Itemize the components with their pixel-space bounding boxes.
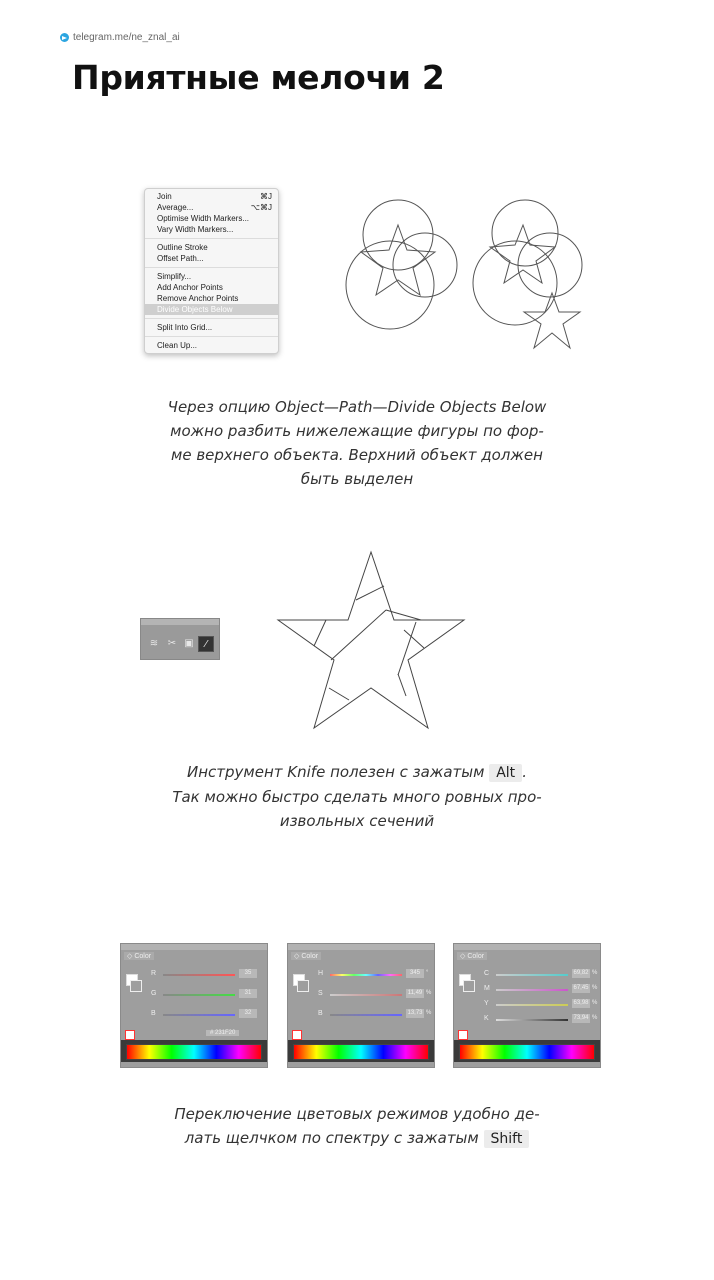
menu-item-label: Divide Objects Below [157, 305, 233, 314]
menu-item-label: Optimise Width Markers... [157, 214, 250, 223]
slider-value[interactable]: 69,82 [573, 970, 589, 976]
menu-item-label: Vary Width Markers... [157, 225, 234, 234]
caption-text: быть выделен [300, 470, 414, 488]
caption-text: лать щелчком по спектру с зажатым [184, 1129, 479, 1147]
path-context-menu [144, 188, 279, 354]
slider-unit: % [592, 970, 598, 976]
slider-label: K [484, 1015, 489, 1022]
divide-objects-illustration [340, 195, 590, 355]
menu-separator [145, 336, 278, 337]
menu-separator [145, 238, 278, 239]
menu-item[interactable] [145, 340, 278, 351]
menu-item-label: Average... [157, 203, 194, 212]
slider-unit: % [426, 990, 432, 996]
color-panel [453, 943, 601, 1068]
star-shape [361, 225, 435, 295]
knife-star-illustration [276, 550, 468, 732]
slider-unit: % [592, 1015, 598, 1021]
slider-track[interactable] [330, 994, 402, 996]
knife-cut [331, 610, 386, 660]
knife-icon[interactable]: ⁄ [198, 636, 214, 652]
slider-value[interactable]: 35 [239, 969, 257, 978]
color-slider[interactable] [484, 1015, 596, 1025]
caption-text: . [522, 763, 527, 781]
tool-panel [140, 618, 220, 660]
color-spectrum[interactable] [459, 1044, 595, 1060]
key-alt: Alt [489, 764, 522, 782]
slider-value[interactable]: 11,49 [407, 990, 423, 996]
caption-text: можно разбить нижележащие фигуры по фор- [170, 422, 544, 440]
menu-item[interactable] [145, 271, 278, 282]
slider-label: M [484, 985, 490, 992]
slider-track[interactable] [163, 1014, 235, 1016]
slider-label: S [318, 990, 323, 997]
knife-cut [386, 610, 421, 620]
hex-field[interactable]: # 231F20 [206, 1030, 239, 1036]
menu-item-label: Outline Stroke [157, 243, 208, 252]
slider-unit: ° [426, 970, 429, 976]
menu-item-label: Join [157, 192, 172, 201]
menu-item[interactable] [145, 293, 278, 304]
menu-item[interactable] [145, 213, 278, 224]
none-swatch[interactable] [125, 1030, 135, 1040]
menu-item-shortcut: ⌘J [260, 192, 272, 201]
slider-value[interactable]: 63,98 [573, 1000, 589, 1006]
color-panel [287, 943, 435, 1068]
slider-label: B [318, 1010, 323, 1017]
menu-item-label: Add Anchor Points [157, 283, 223, 292]
slider-track[interactable] [496, 1019, 568, 1021]
caption-text: Переключение цветовых режимов удобно де- [174, 1105, 540, 1123]
slider-track[interactable] [496, 1004, 568, 1006]
color-spectrum[interactable] [293, 1044, 429, 1060]
color-slider[interactable] [151, 970, 263, 980]
menu-item-label: Remove Anchor Points [157, 294, 239, 303]
slider-value[interactable]: 32 [239, 1009, 257, 1018]
none-swatch[interactable] [458, 1030, 468, 1040]
menu-item[interactable] [145, 304, 278, 315]
slider-label: Y [484, 1000, 489, 1007]
panel-tab[interactable]: ◇ Color [457, 952, 487, 960]
menu-item-label: Offset Path... [157, 254, 204, 263]
stroke-swatch[interactable] [463, 980, 475, 992]
eraser-icon[interactable]: ≋ [149, 637, 159, 649]
slider-unit: % [426, 1010, 432, 1016]
none-swatch[interactable] [292, 1030, 302, 1040]
menu-item[interactable] [145, 202, 278, 213]
caption-divide-objects [0, 395, 714, 491]
menu-item[interactable] [145, 242, 278, 253]
slider-unit: % [592, 985, 598, 991]
color-panel [120, 943, 268, 1068]
stroke-swatch[interactable] [130, 980, 142, 992]
menu-item[interactable] [145, 224, 278, 235]
menu-item[interactable] [145, 322, 278, 333]
menu-item[interactable] [145, 253, 278, 264]
knife-cut [398, 622, 416, 675]
caption-text: ме верхнего объекта. Верхний объект должен [171, 446, 543, 464]
menu-item[interactable] [145, 282, 278, 293]
slider-track[interactable] [163, 974, 235, 976]
menu-item-label: Simplify... [157, 272, 192, 281]
slider-value[interactable]: 13,73 [407, 1010, 423, 1016]
menu-separator [145, 318, 278, 319]
color-slider[interactable] [484, 1000, 596, 1010]
menu-item-shortcut: ⌥⌘J [250, 203, 272, 212]
color-slider[interactable] [318, 990, 430, 1000]
slider-label: C [484, 970, 490, 977]
caption-text: извольных сечений [279, 812, 435, 830]
menu-item-label: Clean Up... [157, 341, 198, 350]
knife-cut [314, 620, 326, 646]
slider-track[interactable] [496, 974, 568, 976]
caption-color-modes [0, 1102, 714, 1151]
slider-value[interactable]: 31 [239, 989, 257, 998]
slider-track[interactable] [496, 989, 568, 991]
color-slider[interactable] [151, 990, 263, 1000]
slider-value[interactable]: 67,45 [573, 985, 589, 991]
slider-track[interactable] [330, 1014, 402, 1016]
slider-track[interactable] [163, 994, 235, 996]
caption-text: Через опцию Object—Path—Divide Objects Below [167, 398, 547, 416]
slider-track[interactable] [330, 974, 402, 976]
key-shift: Shift [484, 1130, 530, 1148]
stroke-swatch[interactable] [297, 980, 309, 992]
slider-label: G [151, 990, 157, 997]
circle-shape [363, 200, 433, 270]
caption-knife [0, 760, 714, 833]
star-shape [278, 552, 464, 728]
slider-label: B [151, 1010, 156, 1017]
star-shape [524, 293, 580, 348]
color-slider[interactable] [151, 1010, 263, 1020]
color-slider[interactable] [318, 970, 430, 980]
slider-label: R [151, 970, 157, 977]
panel-tab[interactable]: ◇ Color [124, 952, 154, 960]
color-spectrum[interactable] [126, 1044, 262, 1060]
caption-text: Так можно быстро сделать много ровных про- [172, 788, 542, 806]
source-text: telegram.me/ne_znal_ai [73, 32, 180, 43]
telegram-icon [60, 33, 69, 42]
slider-unit: % [592, 1000, 598, 1006]
knife-cut [356, 586, 384, 600]
scissors-icon[interactable]: ✂ [167, 637, 177, 649]
slider-value[interactable]: 345 [406, 969, 424, 978]
menu-item[interactable] [145, 191, 278, 202]
slider-label: H [318, 970, 324, 977]
artboard-icon[interactable]: ▣ [184, 637, 194, 649]
menu-item-label: Split Into Grid... [157, 323, 213, 332]
knife-cut [404, 630, 424, 648]
menu-separator [145, 267, 278, 268]
knife-cut [398, 674, 406, 696]
page-title: Приятные мелочи 2 [72, 58, 445, 97]
source-link[interactable] [60, 32, 180, 43]
caption-text: Инструмент Knife полезен с зажатым [187, 763, 485, 781]
knife-cut [329, 688, 349, 700]
color-slider[interactable] [484, 970, 596, 980]
color-slider[interactable] [318, 1010, 430, 1020]
panel-tab[interactable]: ◇ Color [291, 952, 321, 960]
slider-value[interactable]: 73,94 [573, 1015, 589, 1021]
color-slider[interactable] [484, 985, 596, 995]
